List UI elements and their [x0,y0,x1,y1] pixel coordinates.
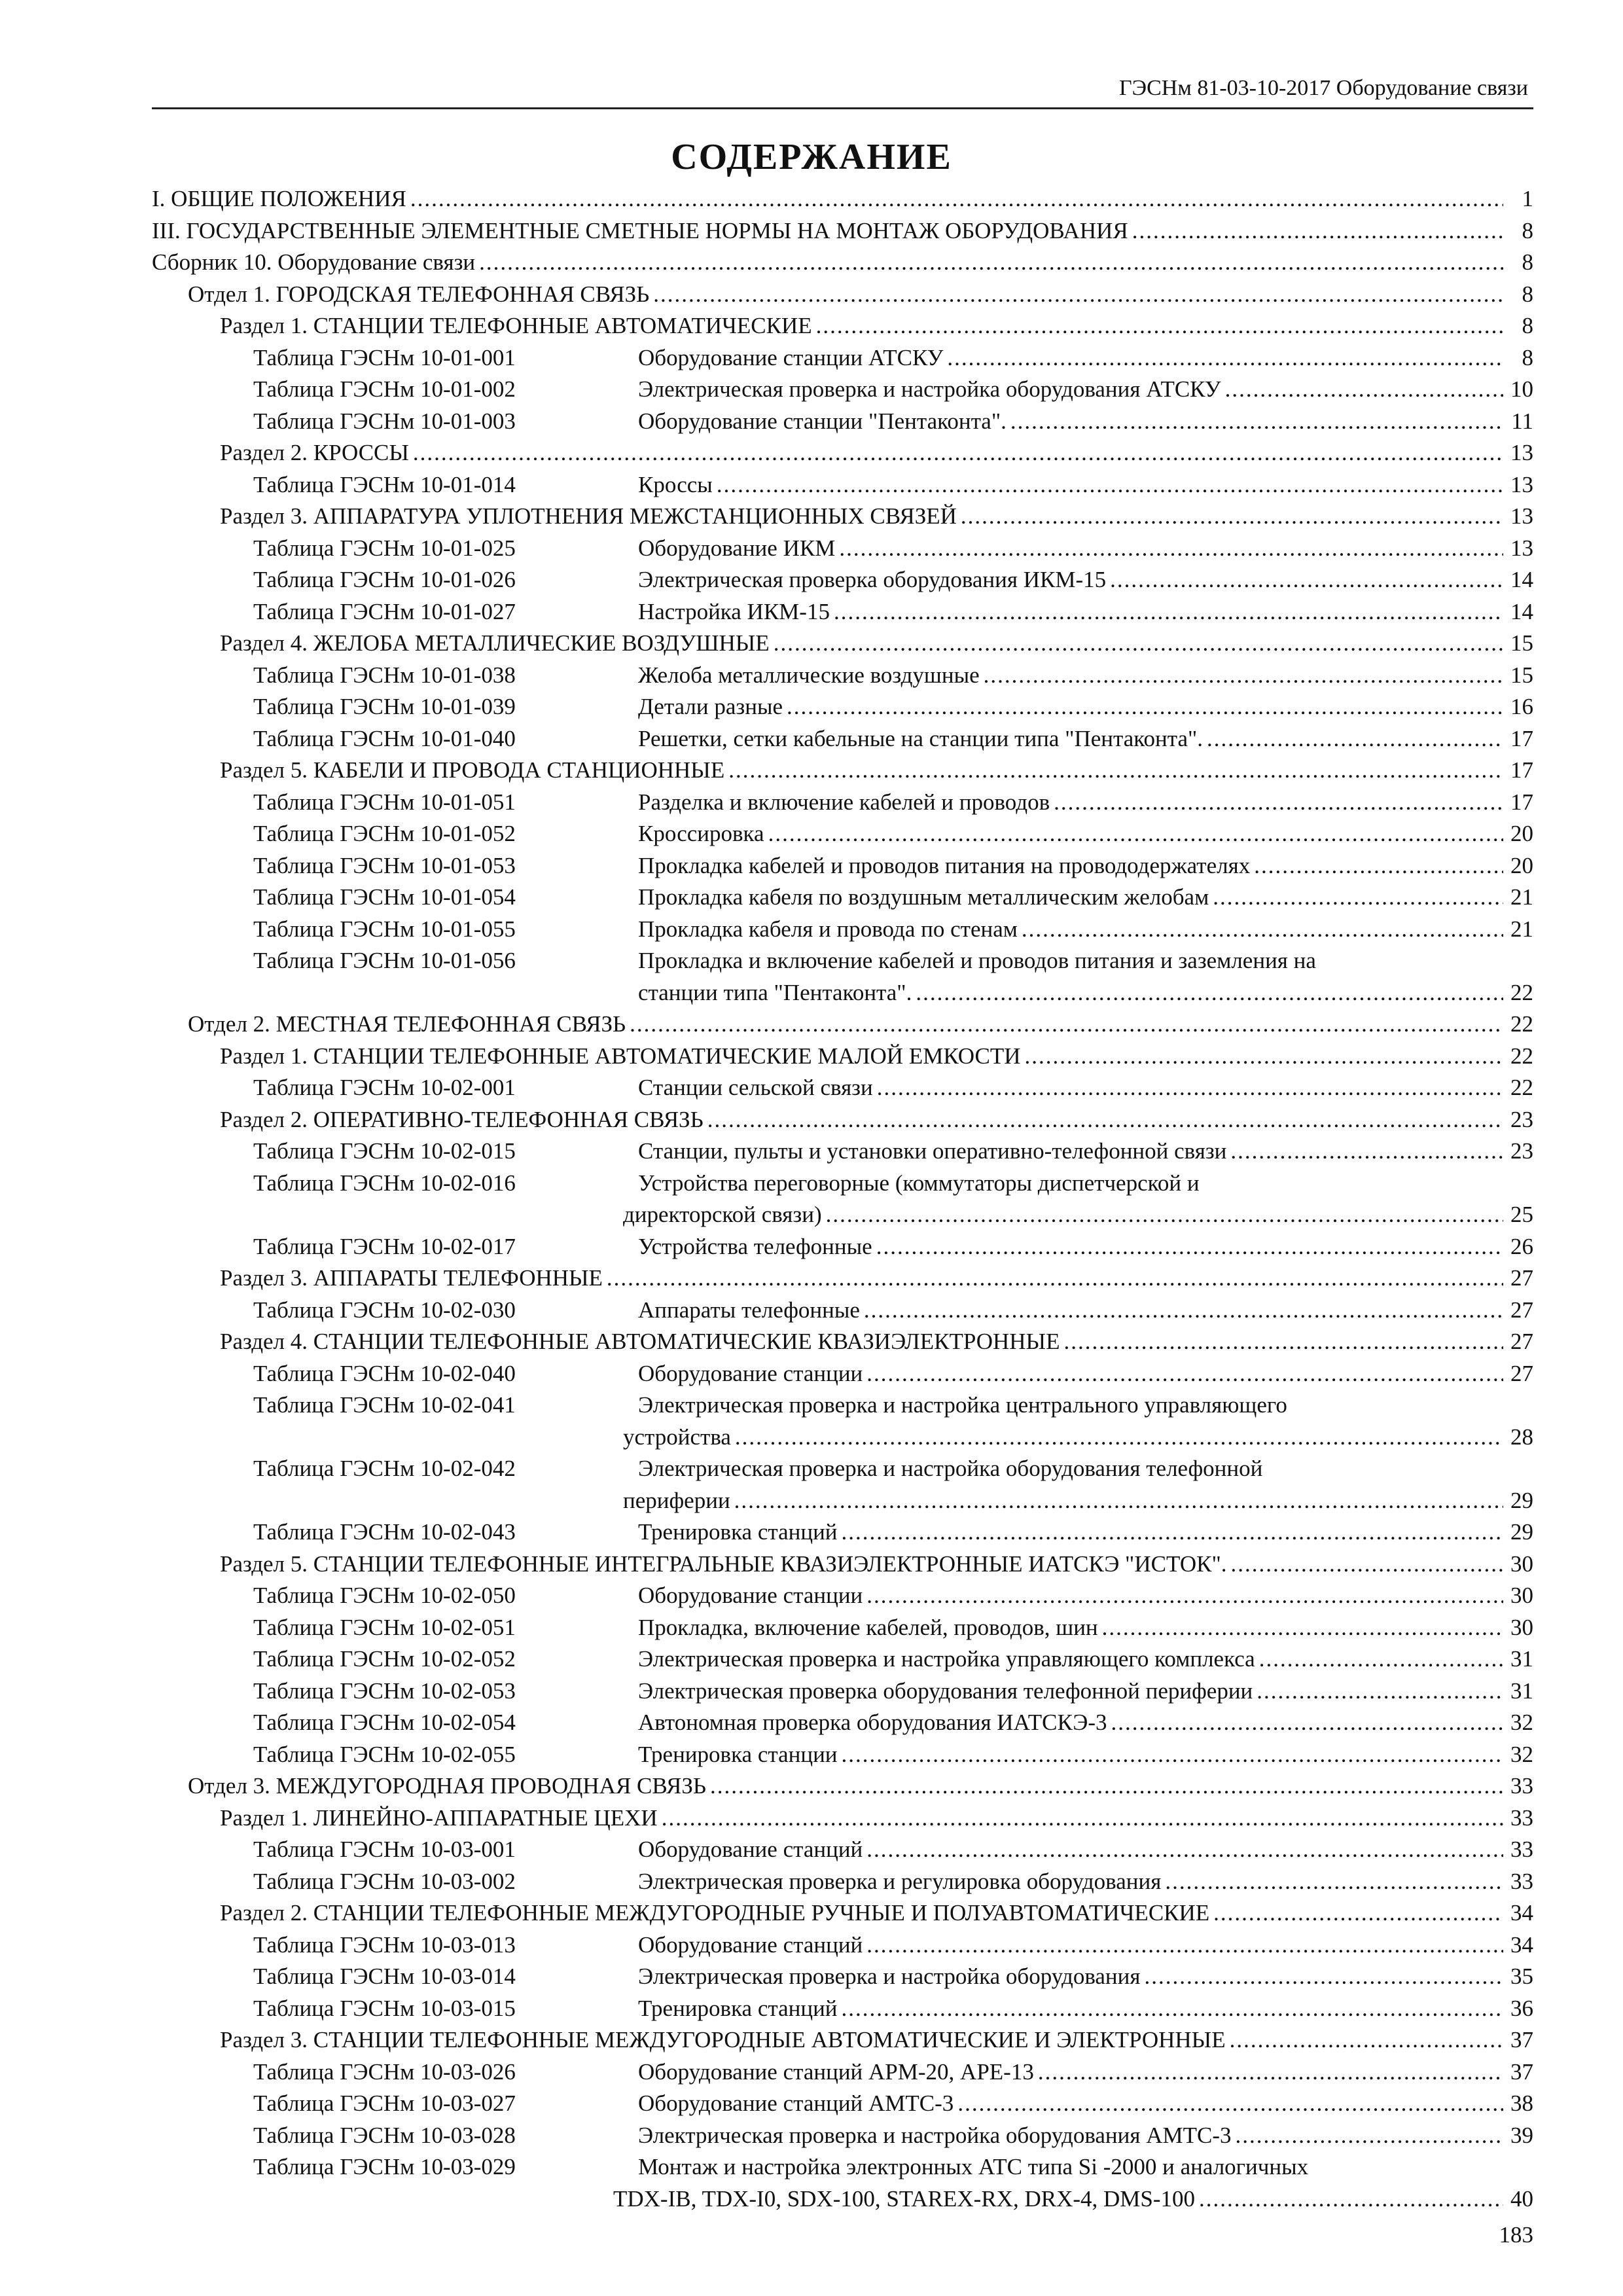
toc-entry-page: 15 [1510,630,1533,656]
toc-entry-page: 33 [1510,1868,1533,1894]
toc-entry[interactable] [152,2151,1533,2215]
toc-entry[interactable] [152,1676,1533,1708]
toc-entry-title: Раздел 2. ОПЕРАТИВНО-ТЕЛЕФОННАЯ СВЯЗЬ [220,1106,704,1132]
toc-entry-title: Раздел 4. СТАНЦИИ ТЕЛЕФОННЫЕ АВТОМАТИЧЕСКИЕ КВАЗИЭЛЕКТРОННЫЕ [220,1329,1060,1354]
dot-leader [1063,1326,1503,1358]
toc-entry-page: 17 [1510,757,1533,783]
dot-leader [1213,882,1503,914]
dot-leader [1132,215,1503,247]
toc-entry-page: 14 [1510,567,1533,592]
dot-leader [479,247,1503,279]
toc-entry-page: 13 [1510,535,1533,561]
toc-entry[interactable] [152,279,1533,311]
table-of-contents [152,183,1533,2215]
dot-leader [1010,406,1503,438]
toc-entry-code: Таблица ГЭСНм 10-02-015 [253,1138,516,1164]
toc-entry[interactable] [152,1580,1533,1612]
toc-entry-page: 37 [1510,2058,1533,2085]
toc-entry-code: Таблица ГЭСНм 10-01-025 [253,535,516,561]
toc-entry-page: 30 [1510,1551,1533,1577]
dot-leader [734,1485,1503,1517]
toc-entry-title: Раздел 3. АППАРАТЫ ТЕЛЕФОННЫЕ [220,1265,603,1291]
toc-entry[interactable] [152,755,1533,787]
toc-entry-title: I. ОБЩИЕ ПОЛОЖЕНИЯ [152,186,406,211]
toc-entry-code: Таблица ГЭСНм 10-02-051 [253,1614,516,1640]
toc-entry[interactable] [152,596,1533,628]
toc-entry-title: Отдел 2. МЕСТНАЯ ТЕЛЕФОННАЯ СВЯЗЬ [188,1011,626,1037]
toc-entry-page: 17 [1510,789,1533,815]
toc-entry-title: Раздел 5. СТАНЦИИ ТЕЛЕФОННЫЕ ИНТЕГРАЛЬНЫЕ КВАЗИЭЛЕКТРОННЫЕ ИАТСКЭ "ИСТОК". [220,1551,1227,1577]
toc-entry-title: Желоба металлические воздушные [638,662,980,688]
dot-leader [630,1009,1503,1041]
toc-entry-title: Электрическая проверка и регулировка оборудования [638,1868,1162,1894]
toc-entry-code: Таблица ГЭСНм 10-02-041 [253,1392,516,1418]
toc-entry-page: 32 [1510,1741,1533,1767]
dot-leader [866,1834,1503,1866]
toc-entry-code: Таблица ГЭСНм 10-01-039 [253,694,516,719]
toc-entry-page: 23 [1510,1106,1533,1132]
toc-entry[interactable] [152,564,1533,596]
toc-entry-code: Таблица ГЭСНм 10-01-026 [253,567,516,592]
toc-entry[interactable] [152,945,1533,1009]
toc-entry-page: 22 [1510,1011,1533,1037]
toc-entry-page: 33 [1510,1837,1533,1862]
toc-entry-page: 13 [1510,471,1533,497]
toc-entry-title: Тренировка станций [638,1519,838,1545]
toc-entry-title-continued: TDX-IB, TDX-I0, SDX-100, STAREX-RX, DRX-4, DMS-100 [613,2185,1196,2212]
dot-leader [1022,914,1503,946]
header-title: ГЭСНм 81-03-10-2017 Оборудование связи [1118,76,1528,100]
toc-entry-title: Кроссы [638,471,713,497]
toc-entry-code: Таблица ГЭСНм 10-03-026 [253,2058,516,2085]
toc-entry[interactable] [152,1929,1533,1962]
toc-entry-page: 27 [1510,1297,1533,1323]
toc-entry-page: 22 [1510,1043,1533,1069]
toc-entry-page: 25 [1510,1202,1533,1227]
dot-leader [842,1993,1503,2025]
toc-entry-page: 11 [1511,408,1533,434]
toc-entry-title-continued: станции типа "Пентаконта". [638,979,912,1005]
dot-leader [710,1770,1503,1803]
toc-entry[interactable] [152,1104,1533,1136]
toc-entry-page: 35 [1510,1964,1533,1989]
toc-entry[interactable] [152,1009,1533,1041]
toc-entry-code: Таблица ГЭСНм 10-02-053 [253,1677,516,1704]
dot-leader [607,1263,1503,1295]
toc-entry[interactable] [152,1231,1533,1263]
toc-entry[interactable] [152,882,1533,914]
toc-entry-title: Станции сельской связи [638,1075,873,1100]
dot-leader [768,818,1503,850]
toc-entry-code: Таблица ГЭСНм 10-03-014 [253,1964,516,1989]
dot-leader [1102,1612,1503,1644]
toc-entry-title: Оборудование станции [638,1583,863,1608]
toc-entry-page: 20 [1510,821,1533,846]
dot-leader [826,1199,1503,1231]
toc-entry[interactable] [152,660,1533,692]
toc-entry[interactable] [152,1516,1533,1549]
toc-entry-page: 29 [1510,1519,1533,1545]
toc-entry-title: Настройка ИКМ-15 [638,598,830,624]
toc-entry-title: Отдел 3. МЕЖДУГОРОДНАЯ ПРОВОДНАЯ СВЯЗЬ [188,1773,706,1799]
toc-entry-code: Таблица ГЭСНм 10-01-038 [253,662,516,688]
dot-leader [662,1803,1503,1835]
toc-entry-title: Устройства телефонные [638,1233,872,1259]
toc-entry-page: 34 [1510,1931,1533,1958]
toc-entry-page: 27 [1510,1265,1533,1291]
toc-entry-code: Таблица ГЭСНм 10-03-027 [253,2090,516,2116]
toc-entry-page: 33 [1510,1804,1533,1831]
toc-entry-page: 29 [1510,1487,1533,1513]
dot-leader [1225,374,1503,406]
toc-entry[interactable] [152,469,1533,501]
toc-entry-code: Таблица ГЭСНм 10-01-001 [253,344,516,370]
toc-entry-code: Таблица ГЭСНм 10-03-001 [253,1837,516,1862]
toc-entry[interactable] [152,1453,1533,1516]
toc-entry-code: Таблица ГЭСНм 10-02-050 [253,1583,516,1608]
dot-leader [1254,850,1503,882]
dot-leader [413,437,1503,469]
dot-leader [1230,1136,1503,1168]
toc-entry-title: Раздел 1. СТАНЦИИ ТЕЛЕФОННЫЕ АВТОМАТИЧЕСКИЕ [220,313,812,338]
dot-leader [1231,1549,1503,1581]
dot-leader [1145,1961,1504,1993]
toc-entry-title: Электрическая проверка и настройка управляющего комплекса [638,1646,1255,1672]
toc-entry-title: Раздел 3. АППАРАТУРА УПЛОТНЕНИЯ МЕЖСТАНЦИОННЫХ СВЯЗЕЙ [220,503,957,529]
toc-entry-title: Решетки, сетки кабельные на станции типа "Пентаконта". [638,725,1204,751]
toc-entry-code: Таблица ГЭСНм 10-02-052 [253,1646,516,1672]
toc-entry[interactable] [152,723,1533,755]
dot-leader [1207,723,1503,755]
toc-entry-title: Оборудование станции АТСКУ [638,344,944,370]
toc-entry-page: 38 [1510,2090,1533,2116]
toc-entry[interactable] [152,1390,1533,1453]
toc-entry-page: 33 [1510,1773,1533,1799]
toc-entry-title: Оборудование станций АМТС-3 [638,2090,954,2116]
toc-entry[interactable] [152,691,1533,723]
toc-entry-page: 36 [1510,1995,1533,2021]
toc-entry[interactable] [152,2088,1533,2120]
toc-entry[interactable] [152,342,1533,374]
toc-entry-title: Электрическая проверка и настройка оборудования [638,1964,1141,1989]
toc-entry-page: 1 [1522,186,1533,211]
dot-leader [957,2088,1503,2120]
dot-leader [842,1516,1503,1549]
toc-entry-title: Отдел 1. ГОРОДСКАЯ ТЕЛЕФОННАЯ СВЯЗЬ [188,281,650,307]
dot-leader [842,1739,1503,1771]
toc-entry-title: Кроссировка [638,821,764,846]
dot-leader [877,1072,1503,1104]
toc-entry[interactable] [152,1897,1533,1929]
toc-entry-page: 28 [1510,1424,1533,1450]
toc-entry-page: 34 [1510,1900,1533,1926]
dot-leader [1236,2120,1503,2152]
toc-entry-page: 27 [1510,1329,1533,1354]
page-title: СОДЕРЖАНИЕ [671,137,952,177]
toc-entry-title: Прокладка и включение кабелей и проводов питания и заземления на [638,948,1316,973]
dot-leader [984,660,1503,692]
toc-entry[interactable] [152,1326,1533,1358]
dot-leader [916,977,1503,1009]
toc-entry-title: Оборудование станций [638,1931,863,1958]
toc-entry[interactable] [152,1168,1533,1231]
toc-entry[interactable] [152,1041,1533,1073]
toc-entry-page: 8 [1522,217,1533,243]
toc-entry[interactable] [152,1136,1533,1168]
toc-entry-code: Таблица ГЭСНм 10-01-051 [253,789,516,815]
toc-entry-code: Таблица ГЭСНм 10-01-056 [253,948,516,973]
toc-entry[interactable] [152,374,1533,406]
toc-entry-page: 37 [1510,2027,1533,2053]
toc-entry-title: Раздел 2. СТАНЦИИ ТЕЛЕФОННЫЕ МЕЖДУГОРОДНЫЕ РУЧНЫЕ И ПОЛУАВТОМАТИЧЕСКИЕ [220,1900,1210,1926]
toc-entry-page: 21 [1510,884,1533,910]
toc-entry[interactable] [152,1643,1533,1676]
toc-entry[interactable] [152,183,1533,215]
dot-leader [1257,1676,1503,1708]
dot-leader [866,1929,1503,1962]
toc-entry[interactable] [152,1993,1533,2025]
toc-entry[interactable] [152,1612,1533,1644]
toc-entry-code: Таблица ГЭСНм 10-01-003 [253,408,516,434]
toc-entry[interactable] [152,850,1533,882]
toc-entry-code: Таблица ГЭСНм 10-03-013 [253,1931,516,1958]
toc-entry-page: 8 [1522,281,1533,307]
toc-entry[interactable] [152,2024,1533,2056]
toc-entry[interactable] [152,787,1533,819]
dot-leader [774,628,1503,660]
toc-entry[interactable] [152,1549,1533,1581]
toc-entry-page: 39 [1510,2122,1533,2148]
toc-entry[interactable] [152,1803,1533,1835]
toc-entry[interactable] [152,1263,1533,1295]
toc-entry-title: Устройства переговорные (коммутаторы диспетчерской и [638,1170,1200,1196]
toc-entry-page: 8 [1522,313,1533,338]
toc-entry-title: Прокладка кабелей и проводов питания на провододержателях [638,852,1251,878]
toc-entry[interactable] [152,310,1533,342]
toc-entry[interactable] [152,1295,1533,1327]
toc-entry-code: Таблица ГЭСНм 10-02-016 [253,1170,516,1196]
toc-entry-page: 13 [1510,503,1533,529]
toc-entry-title: Раздел 4. ЖЕЛОБА МЕТАЛЛИЧЕСКИЕ ВОЗДУШНЫЕ [220,630,770,656]
toc-entry[interactable] [152,533,1533,565]
toc-entry[interactable] [152,628,1533,660]
toc-entry-page: 23 [1510,1138,1533,1164]
dot-leader [1110,564,1503,596]
toc-entry-title: III. ГОСУДАРСТВЕННЫЕ ЭЛЕМЕНТНЫЕ СМЕТНЫЕ НОРМЫ НА МОНТАЖ ОБОРУДОВАНИЯ [152,217,1128,243]
dot-leader [866,1580,1503,1612]
toc-entry[interactable] [152,1770,1533,1803]
toc-entry-page: 8 [1522,249,1533,275]
toc-entry-page: 15 [1510,662,1533,688]
toc-entry-page: 32 [1510,1710,1533,1735]
toc-entry-page: 40 [1510,2185,1533,2212]
toc-entry-code: Таблица ГЭСНм 10-01-027 [253,598,516,624]
toc-entry[interactable] [152,2056,1533,2089]
toc-entry[interactable] [152,1739,1533,1771]
toc-entry-title: Прокладка, включение кабелей, проводов, шин [638,1614,1098,1640]
toc-entry[interactable] [152,2120,1533,2152]
dot-leader [834,596,1503,628]
dot-leader [1038,2056,1503,2089]
toc-entry-title: Прокладка кабеля по воздушным металлическим желобам [638,884,1209,910]
toc-entry-code: Таблица ГЭСНм 10-01-014 [253,471,516,497]
dot-leader [1111,1707,1503,1739]
toc-entry[interactable] [152,914,1533,946]
toc-entry-code: Таблица ГЭСНм 10-01-052 [253,821,516,846]
toc-entry-title: Станции, пульты и установки оперативно-телефонной связи [638,1138,1227,1164]
toc-entry[interactable] [152,247,1533,279]
dot-leader [735,1422,1503,1454]
dot-leader [717,469,1503,501]
toc-entry-code: Таблица ГЭСНм 10-02-055 [253,1741,516,1767]
toc-entry-page: 27 [1510,1360,1533,1386]
toc-entry-page: 30 [1510,1583,1533,1608]
toc-entry-title: Аппараты телефонные [638,1297,860,1323]
dot-leader [653,279,1503,311]
running-header [152,71,1533,109]
toc-entry[interactable] [152,818,1533,850]
toc-entry-title: Электрическая проверка и настройка оборудования АМТС-3 [638,2122,1232,2148]
toc-entry-code: Таблица ГЭСНм 10-02-042 [253,1456,516,1481]
toc-entry-page: 14 [1510,598,1533,624]
toc-entry-code: Таблица ГЭСНм 10-02-040 [253,1360,516,1386]
toc-entry-title: Оборудование станции [638,1360,863,1386]
toc-entry-title: Электрическая проверка оборудования ИКМ-15 [638,567,1107,592]
toc-entry-page: 26 [1510,1233,1533,1259]
toc-entry[interactable] [152,1072,1533,1104]
dot-leader [839,533,1503,565]
dot-leader [1165,1866,1503,1898]
toc-entry-page: 13 [1510,440,1533,465]
dot-leader [1259,1643,1503,1676]
toc-entry-title-continued: директорской связи) [623,1202,822,1227]
toc-entry-title: Раздел 5. КАБЕЛИ И ПРОВОДА СТАНЦИОННЫЕ [220,757,725,783]
toc-entry-title: Тренировка станций [638,1995,838,2021]
toc-entry-title: Электрическая проверка и настройка оборудования телефонной [638,1456,1263,1481]
toc-entry-title: Прокладка кабеля и провода по стенам [638,916,1018,942]
toc-entry-page: 30 [1510,1614,1533,1640]
toc-entry-code: Таблица ГЭСНм 10-01-040 [253,725,516,751]
toc-entry-title: Оборудование ИКМ [638,535,836,561]
toc-entry-code: Таблица ГЭСНм 10-02-001 [253,1075,516,1100]
toc-entry[interactable] [152,215,1533,247]
toc-entry-code: Таблица ГЭСНм 10-02-043 [253,1519,516,1545]
toc-entry-code: Таблица ГЭСНм 10-01-054 [253,884,516,910]
toc-entry-title-continued: устройства [623,1424,731,1450]
toc-entry-code: Таблица ГЭСНм 10-01-053 [253,852,516,878]
toc-entry-title: Раздел 3. СТАНЦИИ ТЕЛЕФОННЫЕ МЕЖДУГОРОДНЫЕ АВТОМАТИЧЕСКИЕ И ЭЛЕКТРОННЫЕ [220,2027,1226,2053]
dot-leader [864,1295,1503,1327]
dot-leader [816,310,1503,342]
toc-entry-title: Сборник 10. Оборудование связи [152,249,476,275]
toc-entry-page: 31 [1510,1677,1533,1704]
toc-entry-title: Детали разные [638,694,783,719]
toc-entry-page: 21 [1510,916,1533,942]
toc-entry-code: Таблица ГЭСНм 10-03-015 [253,1995,516,2021]
toc-entry-title: Электрическая проверка оборудования телефонной периферии [638,1677,1253,1704]
toc-entry-title: Раздел 1. ЛИНЕЙНО-АППАРАТНЫЕ ЦЕХИ [220,1804,658,1831]
toc-entry-title-continued: периферии [623,1487,730,1513]
toc-entry-code: Таблица ГЭСНм 10-02-017 [253,1233,516,1259]
toc-entry[interactable] [152,1358,1533,1390]
toc-entry-page: 10 [1510,376,1533,402]
dot-leader [866,1358,1503,1390]
dot-leader [787,691,1503,723]
toc-entry-code: Таблица ГЭСНм 10-03-028 [253,2122,516,2148]
dot-leader [947,342,1503,374]
dot-leader [876,1231,1503,1263]
toc-entry[interactable] [152,437,1533,469]
dot-leader [728,755,1503,787]
toc-entry[interactable] [152,1707,1533,1739]
toc-entry-page: 16 [1510,694,1533,719]
toc-entry[interactable] [152,501,1533,533]
toc-entry-code: Таблица ГЭСНм 10-02-030 [253,1297,516,1323]
toc-entry-title: Электрическая проверка и настройка центрального управляющего [638,1392,1287,1418]
toc-entry-page: 17 [1510,725,1533,751]
toc-entry-code: Таблица ГЭСНм 10-01-055 [253,916,516,942]
toc-entry-title: Монтаж и настройка электронных АТС типа Si -2000 и аналогичных [638,2154,1309,2179]
page-number: 183 [1499,2222,1533,2248]
toc-entry-page: 20 [1510,852,1533,878]
dot-leader [961,501,1503,533]
toc-entry-title: Раздел 1. СТАНЦИИ ТЕЛЕФОННЫЕ АВТОМАТИЧЕСКИЕ МАЛОЙ ЕМКОСТИ [220,1043,1021,1069]
dot-leader [1054,787,1503,819]
toc-entry[interactable] [152,1834,1533,1866]
toc-entry-code: Таблица ГЭСНм 10-01-002 [253,376,516,402]
toc-entry-page: 31 [1510,1646,1533,1672]
dot-leader [410,183,1503,215]
toc-entry[interactable] [152,1866,1533,1898]
toc-entry[interactable] [152,1961,1533,1993]
dot-leader [707,1104,1503,1136]
toc-entry-title: Оборудование станций АРМ-20, АРЕ-13 [638,2058,1034,2085]
toc-entry-title: Раздел 2. КРОССЫ [220,440,409,465]
toc-entry-title: Оборудование станции "Пентаконта". [638,408,1007,434]
toc-entry-page: 8 [1522,344,1533,370]
toc-entry-code: Таблица ГЭСНм 10-02-054 [253,1710,516,1735]
toc-entry-code: Таблица ГЭСНм 10-03-002 [253,1868,516,1894]
toc-entry-page: 22 [1510,1075,1533,1100]
dot-leader [1199,2183,1503,2215]
toc-entry-title: Оборудование станций [638,1837,863,1862]
dot-leader [1025,1041,1504,1073]
dot-leader [1213,1897,1503,1929]
toc-entry[interactable] [152,406,1533,438]
toc-entry-title: Тренировка станции [638,1741,838,1767]
toc-entry-page: 22 [1510,979,1533,1005]
toc-entry-title: Электрическая проверка и настройка оборудования АТСКУ [638,376,1221,402]
dot-leader [1230,2024,1503,2056]
toc-entry-code: Таблица ГЭСНм 10-03-029 [253,2154,516,2179]
toc-entry-title: Разделка и включение кабелей и проводов [638,789,1050,815]
toc-entry-title: Автономная проверка оборудования ИАТСКЭ-3 [638,1710,1107,1735]
